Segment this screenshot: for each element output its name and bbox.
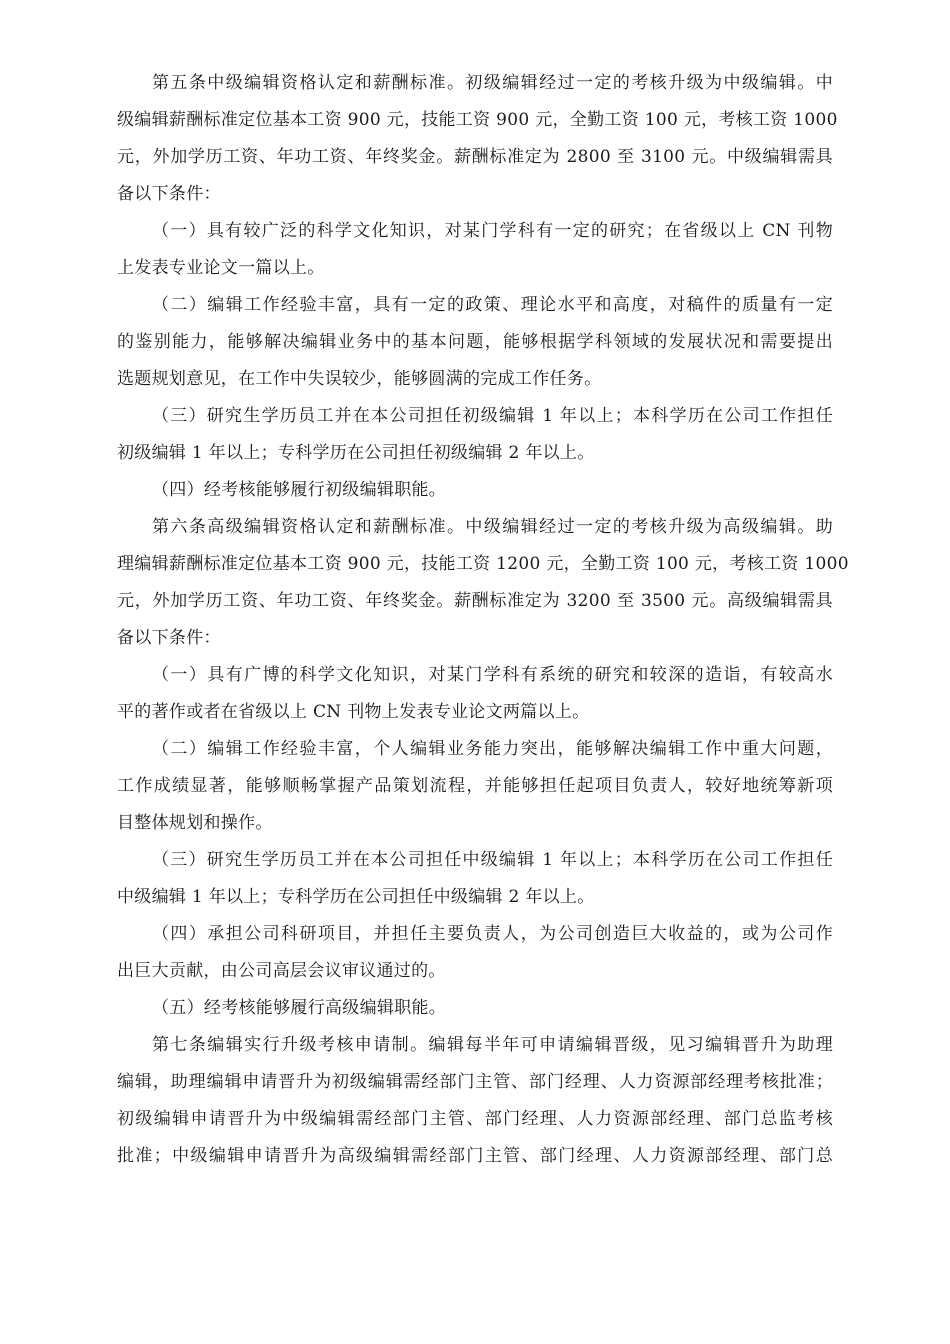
document-body	[117, 65, 849, 1175]
text-line: 第五条中级编辑资格认定和薪酬标准。初级编辑经过一定的考核升级为中级编辑。中	[152, 73, 833, 93]
text-line: （三）研究生学历员工并在本公司担任初级编辑 1 年以上；本科学历在公司工作担任	[152, 406, 833, 426]
text-line: 上发表专业论文一篇以上。	[117, 258, 325, 278]
text-line: 理编辑薪酬标准定位基本工资 900 元，技能工资 1200 元，全勤工资 100 元，考核工资 1000	[117, 554, 849, 574]
paragraph-article-6	[117, 509, 849, 657]
text-line: （四）承担公司科研项目，并担任主要负责人，为公司创造巨大收益的，或为公司作	[152, 924, 833, 944]
text-line: 初级编辑申请晋升为中级编辑需经部门主管、部门经理、人力资源部经理、部门总监考核	[117, 1109, 833, 1129]
paragraph-article-5-item-4	[117, 472, 833, 509]
text-line: （一）具有较广泛的科学文化知识，对某门学科有一定的研究；在省级以上 CN 刊物	[152, 221, 833, 241]
paragraph-article-5-item-3	[117, 398, 833, 472]
text-line: 编辑，助理编辑申请晋升为初级编辑需经部门主管、部门经理、人力资源部经理考核批准；	[117, 1072, 833, 1092]
text-line: （五）经考核能够履行高级编辑职能。	[152, 998, 447, 1018]
text-line: （二）编辑工作经验丰富，具有一定的政策、理论水平和高度，对稿件的质量有一定	[152, 295, 833, 315]
text-line: 第六条高级编辑资格认定和薪酬标准。中级编辑经过一定的考核升级为高级编辑。助	[152, 517, 833, 537]
text-line: 元，外加学历工资、年功工资、年终奖金。薪酬标准定为 2800 至 3100 元。中级编辑需具	[117, 147, 833, 167]
paragraph-article-5-item-1	[117, 213, 833, 287]
text-line: （三）研究生学历员工并在本公司担任中级编辑 1 年以上；本科学历在公司工作担任	[152, 850, 833, 870]
text-line: 批准；中级编辑申请晋升为高级编辑需经部门主管、部门经理、人力资源部经理、部门总	[117, 1146, 833, 1166]
text-line: 元，外加学历工资、年功工资、年终奖金。薪酬标准定为 3200 至 3500 元。高级编辑需具	[117, 591, 833, 611]
text-line: 中级编辑 1 年以上；专科学历在公司担任中级编辑 2 年以上。	[117, 887, 595, 907]
text-line: （一）具有广博的科学文化知识，对某门学科有系统的研究和较深的造诣，有较高水	[152, 665, 833, 685]
text-line: 备以下条件：	[117, 184, 221, 204]
text-line: 第七条编辑实行升级考核申请制。编辑每半年可申请编辑晋级，见习编辑晋升为助理	[152, 1035, 833, 1055]
text-line: 备以下条件：	[117, 628, 221, 648]
paragraph-article-5-item-2	[117, 287, 833, 398]
paragraph-article-6-item-5	[117, 990, 833, 1027]
paragraph-article-7	[117, 1027, 833, 1175]
text-line: 工作成绩显著，能够顺畅掌握产品策划流程，并能够担任起项目负责人，较好地统筹新项	[117, 776, 833, 796]
text-line: 初级编辑 1 年以上；专科学历在公司担任初级编辑 2 年以上。	[117, 443, 595, 463]
paragraph-article-6-item-3	[117, 842, 833, 916]
text-line: 的鉴别能力，能够解决编辑业务中的基本问题，能够根据学科领域的发展状况和需要提出	[117, 332, 833, 352]
paragraph-article-6-item-2	[117, 731, 833, 842]
text-line: 级编辑薪酬标准定位基本工资 900 元，技能工资 900 元，全勤工资 100 元，考核工资 1000	[117, 110, 838, 130]
text-line: （二）编辑工作经验丰富，个人编辑业务能力突出，能够解决编辑工作中重大问题，	[152, 739, 833, 759]
text-line: 目整体规划和操作。	[117, 813, 273, 833]
text-line: （四）经考核能够履行初级编辑职能。	[152, 480, 447, 500]
paragraph-article-6-item-4	[117, 916, 833, 990]
text-line: 平的著作或者在省级以上 CN 刊物上发表专业论文两篇以上。	[117, 702, 590, 722]
text-line: 选题规划意见，在工作中失误较少，能够圆满的完成工作任务。	[117, 369, 602, 389]
text-line: 出巨大贡献，由公司高层会议审议通过的。	[117, 961, 446, 981]
paragraph-article-5	[117, 65, 838, 213]
paragraph-article-6-item-1	[117, 657, 833, 731]
